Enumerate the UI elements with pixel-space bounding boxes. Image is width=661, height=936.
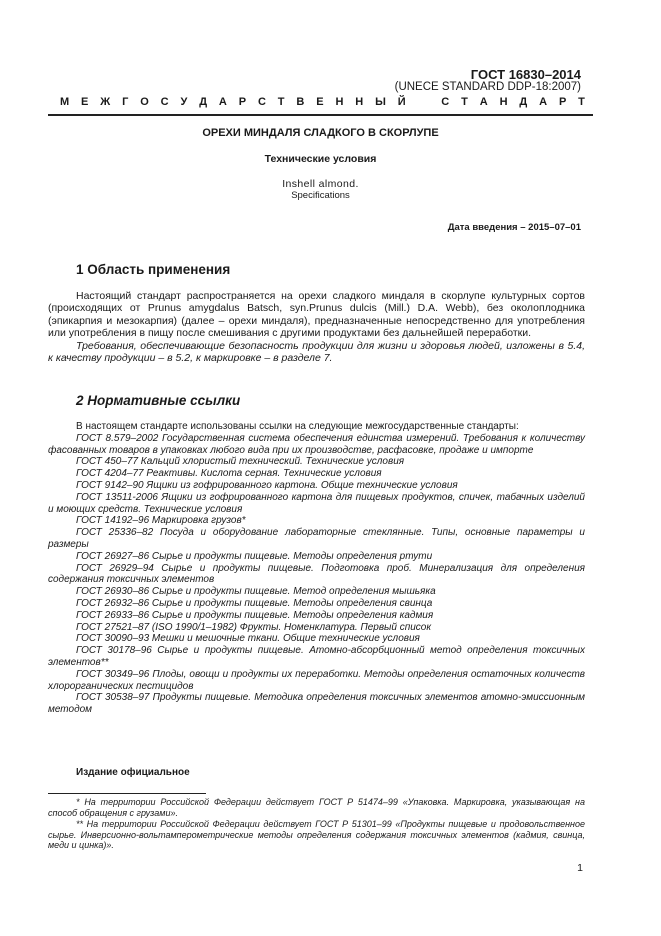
- reference-item: ГОСТ 25336–82 Посуда и оборудование лабораторные стеклянные. Типы, основные параметры и размеры: [48, 527, 585, 550]
- banner-letter: С: [160, 96, 169, 108]
- banner-letter: Т: [578, 96, 585, 108]
- banner-letter: Р: [238, 96, 247, 108]
- reference-item: ГОСТ 26927–86 Сырье и продукты пищевые. Методы определения ртути: [76, 550, 433, 562]
- section-1-heading: 1 Область применения: [76, 262, 231, 277]
- banner-letter: Ж: [100, 96, 111, 108]
- reference-item: ГОСТ 30178–96 Сырье и продукты пищевые. Атомно-абсорбционный метод определения токсичных элементов**: [48, 645, 585, 668]
- header-rule: [48, 114, 593, 116]
- banner-letter: Т: [277, 96, 285, 108]
- banner-letter: О: [140, 96, 149, 108]
- footnotes: [48, 797, 585, 852]
- document-title: ОРЕХИ МИНДАЛЯ СЛАДКОГО В СКОРЛУПЕ: [202, 127, 439, 139]
- unece-reference: (UNECE STANDARD DDP-18:2007): [394, 81, 581, 93]
- banner-letter: Д: [199, 96, 208, 108]
- banner-letter: А: [539, 96, 548, 108]
- section-1-body: [48, 290, 585, 364]
- reference-item: ГОСТ 26933–86 Сырье и продукты пищевые. Методы определения кадмия: [76, 609, 434, 621]
- reference-list: [48, 433, 585, 716]
- banner-letter: Н: [335, 96, 344, 108]
- english-subtitle: Specifications: [291, 190, 350, 201]
- banner-letter: Й: [397, 96, 406, 108]
- banner-letter: В: [296, 96, 305, 108]
- banner-letter: У: [180, 96, 188, 108]
- banner-letter: Р: [558, 96, 567, 108]
- banner-letter: Н: [355, 96, 364, 108]
- banner-letter: Н: [499, 96, 508, 108]
- footnote-1: * На территории Российской Федерации действует ГОСТ Р 51474–99 «Упаковка. Маркировка, указывающая на способ обращения с грузами».: [48, 797, 585, 818]
- banner-letter: Г: [122, 96, 129, 108]
- banner-letter: М: [60, 96, 70, 108]
- banner-letter: А: [218, 96, 227, 108]
- standard-code: ГОСТ 16830–2014: [470, 67, 581, 82]
- banner-letter: Е: [316, 96, 324, 108]
- reference-item: ГОСТ 30538–97 Продукты пищевые. Методика определения токсичных элементов атомно-эмиссионным методом: [48, 692, 585, 716]
- banner-letter: С: [441, 96, 450, 108]
- introduction-date: Дата введения – 2015–07–01: [447, 222, 581, 233]
- banner-letter: Д: [519, 96, 528, 108]
- normative-references: [48, 421, 585, 716]
- interstate-standard-banner: [60, 96, 585, 108]
- banner-letter: Е: [81, 96, 89, 108]
- reference-item: ГОСТ 26930–86 Сырье и продукты пищевые. Метод определения мышьяка: [76, 586, 436, 598]
- banner-letter: Ы: [375, 96, 386, 108]
- page-number: 1: [577, 862, 583, 874]
- reference-item: ГОСТ 14192–96 Маркировка грузов*: [76, 515, 246, 527]
- banner-letter: Т: [461, 96, 468, 108]
- reference-item: ГОСТ 8.579–2002 Государственная система обеспечения единства измерений. Требования к количеству фасованных товаров в упаковках любого вида при их производстве, расфасовке, продаже и импорте: [48, 432, 585, 456]
- reference-item: ГОСТ 30090–93 Мешки и мешочные ткани. Общие технические условия: [76, 633, 420, 645]
- reference-item: ГОСТ 26932–86 Сырье и продукты пищевые. Методы определения свинца: [76, 597, 433, 609]
- banner-letter: С: [257, 96, 266, 108]
- scope-paragraph: Настоящий стандарт распространяется на орехи сладкого миндаля в скорлупе культурных сортов (происходящих от Prunus amygdalus Batsch, syn.Prunus dulcis (Mill.) D.A. Webb), без околоплодника (эпикарпия и мезокарпия) (далее – орехи миндаля), предназначенные непосредственно для употребления или употребления в пищу после смешивания с другими продуктами без дальнейшей переработки.: [48, 290, 585, 340]
- document-subtitle: Технические условия: [264, 153, 377, 165]
- requirements-paragraph: Требования, обеспечивающие безопасность продукции для жизни и здоровья людей, изложены в 5.4, к качеству продукции – в 5.2, к маркировке – в разделе 7.: [48, 339, 585, 365]
- english-title: Inshell almond.: [282, 178, 359, 190]
- reference-item: ГОСТ 30349–96 Плоды, овощи и продукты их переработки. Методы определения остаточных количеств хлорорганических пестицидов: [48, 668, 585, 692]
- reference-item: ГОСТ 450–77 Кальций хлористый технический. Технические условия: [76, 456, 405, 468]
- section-2-heading: 2 Нормативные ссылки: [76, 393, 241, 408]
- reference-item: ГОСТ 13511-2006 Ящики из гофрированного картона для пищевых продуктов, спичек, табачных изделий и моющих средств. Технические условия: [48, 491, 585, 515]
- reference-item: ГОСТ 9142–90 Ящики из гофрированного картона. Общие технические условия: [76, 479, 458, 491]
- reference-item: ГОСТ 26929–94 Сырье и продукты пищевые. Подготовка проб. Минерализация для определения содержания токсичных элементов: [48, 562, 585, 586]
- footnote-rule: [48, 793, 206, 794]
- official-edition-label: Издание официальное: [76, 767, 190, 778]
- banner-letter: А: [479, 96, 488, 108]
- reference-item: ГОСТ 27521–87 (ISO 1990/1–1982) Фрукты. Номенклатура. Первый список: [76, 621, 432, 633]
- reference-item: ГОСТ 4204–77 Реактивы. Кислота серная. Технические условия: [76, 468, 382, 480]
- footnote-2: ** На территории Российской Федерации действует ГОСТ Р 51301–99 «Продукты пищевые и продовольственное сырье. Инверсионно-вольтамперометрические методы определения содержания токсичных элементов (кадмия, свинца, меди и цинка)».: [48, 819, 585, 851]
- references-lead: В настоящем стандарте использованы ссылки на следующие межгосударственные стандарты:: [76, 421, 519, 432]
